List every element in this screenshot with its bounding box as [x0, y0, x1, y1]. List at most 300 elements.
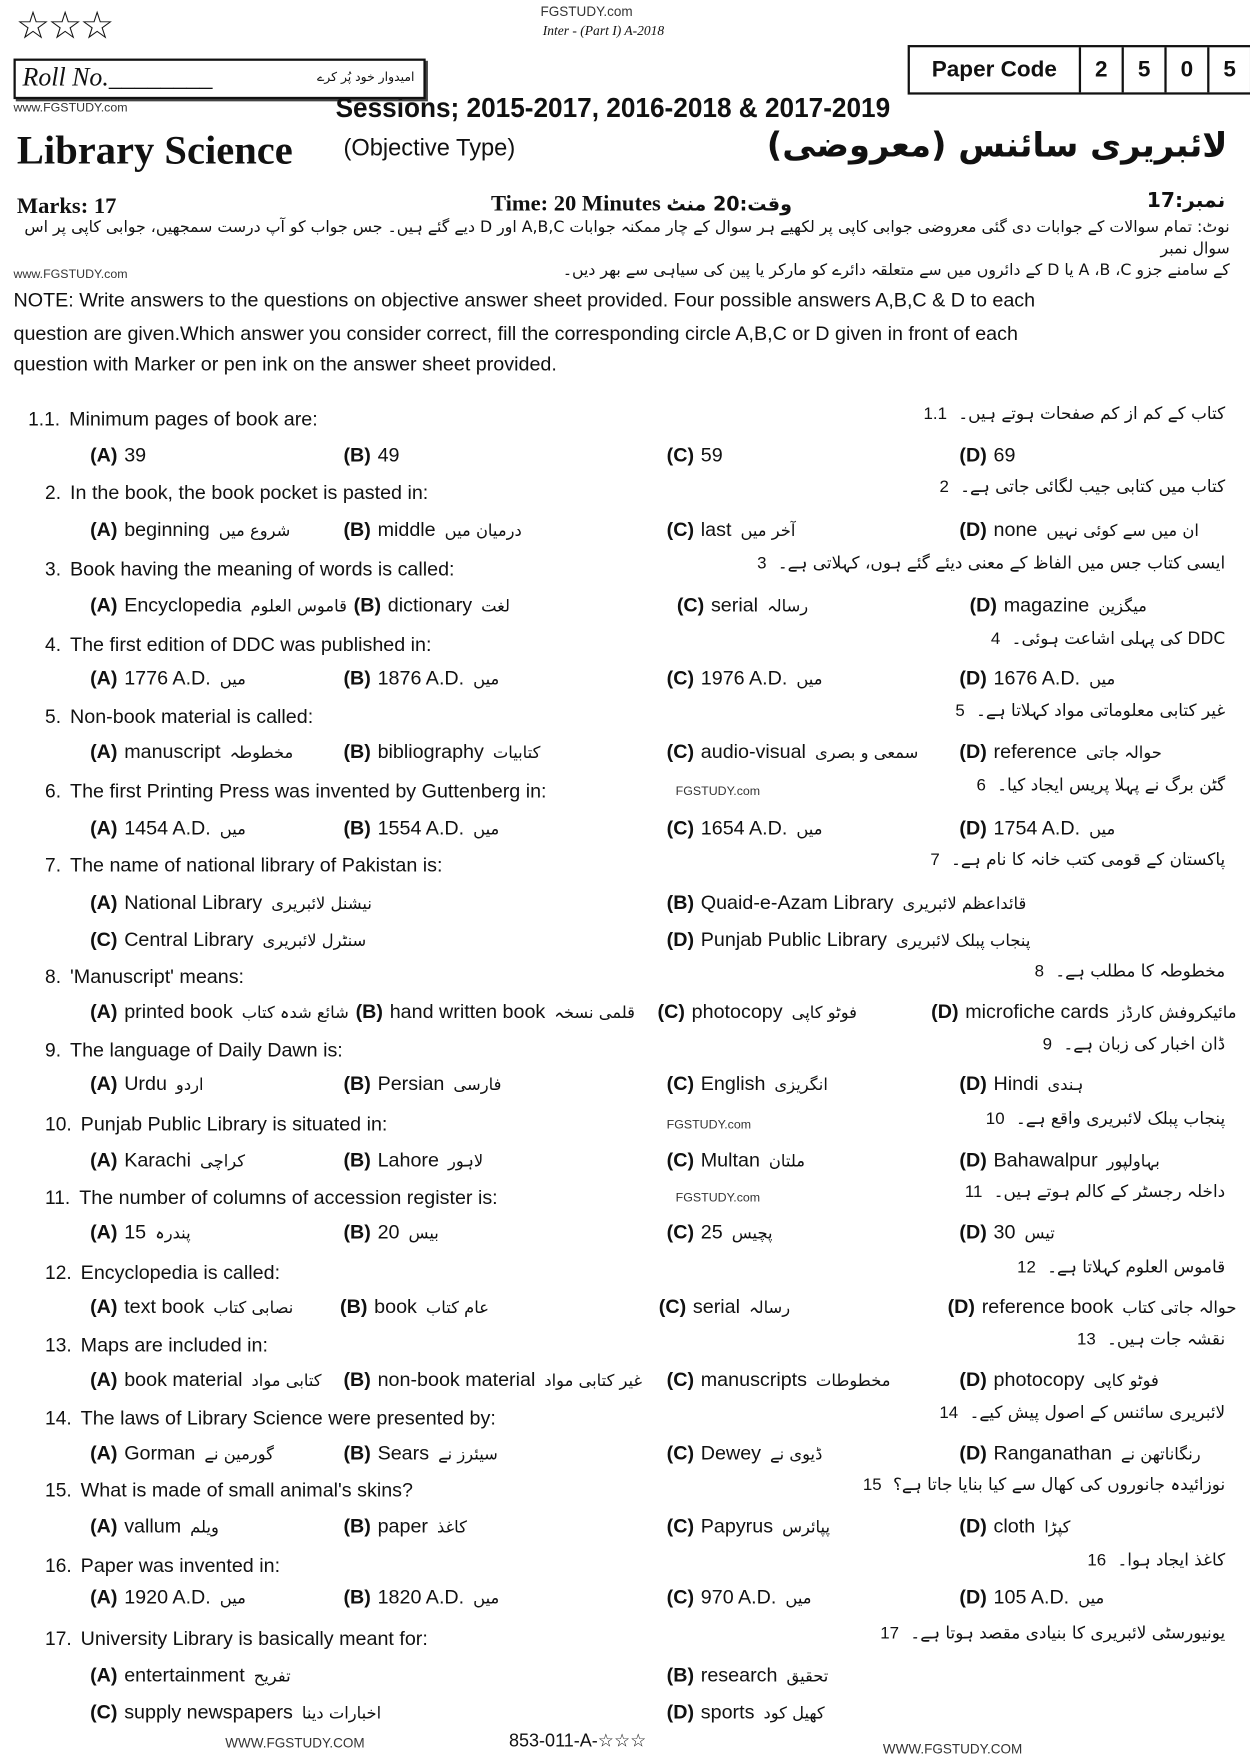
option-c	[667, 444, 960, 468]
option-urdu: میں	[785, 1590, 812, 1609]
option-letter: (A)	[90, 1441, 118, 1464]
option-text: manuscripts	[700, 1368, 808, 1391]
option-letter: (C)	[666, 1585, 695, 1609]
option-letter: (A)	[90, 443, 118, 467]
question-urdu	[1043, 1034, 1226, 1054]
watermark-top: FGSTUDY.com	[540, 3, 633, 20]
question-number: 17.	[45, 1628, 72, 1650]
option-a	[90, 593, 354, 617]
option-text: middle	[377, 518, 436, 541]
option-urdu: تحقیق	[786, 1667, 829, 1686]
question-number: 6.	[45, 780, 62, 802]
option-urdu: بہاولپور	[1106, 1153, 1160, 1172]
option-urdu: حوالہ جاتی	[1085, 744, 1162, 763]
question-urdu	[757, 553, 1225, 573]
option-c	[667, 518, 960, 542]
question-urdu	[923, 403, 1225, 423]
option-letter: (B)	[343, 816, 371, 839]
option-urdu: کتابی مواد	[251, 1372, 322, 1391]
option-urdu: مخطوطات	[816, 1372, 891, 1391]
option-letter: (D)	[969, 593, 997, 616]
question-label: Punjab Public Library is situated in:	[80, 1112, 388, 1136]
question-urdu-number: 12	[1017, 1257, 1036, 1277]
watermark: FGSTUDY.com	[675, 1191, 761, 1205]
option-text: non-book material	[377, 1368, 536, 1391]
question-text	[45, 1627, 428, 1651]
option-d	[667, 1700, 832, 1724]
option-urdu: کراچی	[200, 1153, 246, 1172]
option-urdu: سیئرز نے	[438, 1445, 498, 1464]
option-b	[343, 1072, 666, 1096]
option-a	[90, 1149, 343, 1173]
option-b	[354, 593, 677, 617]
question-urdu-text: پنجاب پبلک لائبریری واقع ہے۔	[1015, 1108, 1226, 1129]
question-text	[45, 1554, 280, 1578]
question-urdu	[1077, 1329, 1225, 1349]
option-d	[667, 928, 1037, 952]
option-text: serial	[710, 593, 759, 616]
option-text: paper	[377, 1514, 428, 1538]
option-a	[90, 444, 343, 468]
question-urdu-number: 3	[757, 554, 767, 574]
option-c	[677, 593, 970, 617]
question-urdu	[986, 1108, 1225, 1128]
option-row	[90, 740, 1243, 764]
option-a	[90, 1441, 343, 1465]
option-text: Hindi	[993, 1072, 1039, 1095]
option-b	[343, 1515, 666, 1539]
option-text: 69	[993, 443, 1016, 467]
question-number: 4.	[45, 633, 62, 656]
option-urdu: شائع شدہ کتاب	[241, 1004, 349, 1023]
question-label: Non-book material is called:	[70, 704, 314, 728]
option-letter: (A)	[90, 1072, 118, 1095]
option-urdu: مخطوطہ	[229, 744, 294, 763]
question-number: 7.	[45, 854, 62, 877]
option-a	[90, 1000, 356, 1024]
option-row	[90, 518, 1243, 542]
option-letter: (D)	[959, 816, 987, 839]
option-urdu: لغت	[481, 597, 511, 616]
option-text: 1754 A.D.	[993, 816, 1081, 839]
option-d	[948, 1295, 1244, 1319]
option-text: Persian	[377, 1072, 445, 1095]
option-text: reference	[993, 739, 1077, 763]
option-text: Encyclopedia	[124, 593, 242, 616]
question-text	[45, 1261, 280, 1285]
option-text: Bahawalpur	[993, 1148, 1098, 1172]
roll-label: Roll No.________	[22, 63, 213, 92]
question-number: 8.	[45, 966, 62, 988]
option-text: beginning	[124, 518, 210, 541]
option-text: reference book	[981, 1295, 1114, 1318]
option-d	[970, 593, 1154, 617]
option-d	[959, 1149, 1166, 1173]
option-letter: (B)	[343, 1072, 371, 1095]
question-urdu-text: پاکستان کے قومی کتب خانہ کا نام ہے۔	[951, 849, 1226, 870]
option-letter: (C)	[666, 1148, 695, 1172]
option-row	[90, 1000, 1243, 1024]
option-d	[959, 1221, 1061, 1245]
option-letter: (A)	[90, 816, 118, 839]
question-urdu	[977, 775, 1226, 795]
option-c	[658, 1000, 932, 1024]
footer-site-left: WWW.FGSTUDY.COM	[225, 1735, 365, 1752]
option-urdu: نصابی کتاب	[213, 1299, 294, 1318]
option-letter: (A)	[90, 739, 118, 763]
option-text: Central Library	[124, 927, 254, 951]
question-number: 16.	[45, 1555, 72, 1577]
option-text: book	[374, 1295, 417, 1318]
option-row	[90, 816, 1243, 840]
option-b	[667, 1663, 835, 1687]
option-text: cloth	[993, 1514, 1036, 1538]
option-urdu: میں	[796, 671, 823, 690]
option-letter: (B)	[666, 890, 695, 914]
option-text: microfiche cards	[965, 999, 1109, 1023]
option-urdu: غیر کتابی مواد	[544, 1372, 643, 1391]
option-letter: (A)	[90, 666, 118, 690]
option-urdu: فارسی	[453, 1076, 502, 1095]
option-row	[90, 928, 1243, 952]
option-row	[90, 1441, 1243, 1465]
question-text	[45, 1186, 498, 1210]
question-urdu	[1017, 1257, 1225, 1277]
option-urdu: پچیس	[731, 1225, 773, 1244]
option-letter: (D)	[959, 666, 987, 690]
option-letter: (C)	[666, 1220, 695, 1244]
option-urdu: میں	[473, 820, 500, 839]
question-text	[45, 1479, 413, 1503]
question-label: The language of Daily Dawn is:	[70, 1038, 343, 1061]
question-urdu-number: 1.1	[923, 404, 947, 424]
option-urdu: حوالہ جاتی کتاب	[1122, 1299, 1237, 1318]
question-number: 11.	[45, 1186, 71, 1209]
option-letter: (D)	[959, 1368, 987, 1391]
option-urdu: درمیان میں	[444, 522, 522, 541]
time-urdu: وقت:20 منٹ	[666, 193, 792, 217]
option-letter: (C)	[90, 1700, 118, 1723]
paper-code-digit: 5	[1124, 47, 1167, 92]
option-c	[667, 1586, 960, 1610]
option-text: entertainment	[124, 1663, 245, 1686]
question-label: Maps are included in:	[80, 1333, 269, 1356]
note-line: question with Marker or pen ink on the answer sheet provided.	[13, 352, 557, 375]
option-text: book material	[124, 1368, 243, 1391]
option-text: 1820 A.D.	[377, 1585, 465, 1609]
option-urdu: انگریزی	[774, 1076, 828, 1095]
option-text: bibliography	[377, 739, 484, 763]
option-urdu: پندرہ	[155, 1225, 191, 1244]
marks: Marks: 17	[16, 193, 117, 219]
option-urdu: کپڑا	[1044, 1519, 1071, 1538]
option-text: 1554 A.D.	[377, 816, 465, 839]
question-urdu-number: 5	[955, 701, 965, 721]
question-urdu-text: گٹن برگ نے پہلا پریس ایجاد کیا۔	[997, 774, 1226, 796]
option-letter: (D)	[959, 1072, 987, 1095]
option-urdu: اردو	[175, 1076, 204, 1095]
question-number: 2.	[45, 481, 62, 504]
option-d	[959, 740, 1168, 764]
option-urdu: قائداعظم لائبریری	[902, 895, 1027, 914]
option-a	[90, 518, 343, 542]
option-letter: (C)	[666, 816, 695, 839]
question-text	[45, 557, 454, 581]
question-urdu	[939, 1402, 1225, 1422]
question-number: 13.	[45, 1334, 72, 1356]
paper-code-label: Paper Code	[910, 47, 1081, 92]
question-text	[45, 481, 428, 505]
question-urdu	[1087, 1550, 1225, 1570]
option-urdu: میں	[219, 671, 246, 690]
paper-code-box	[908, 45, 1250, 95]
question-number: 15.	[45, 1479, 72, 1502]
question-urdu	[880, 1623, 1225, 1643]
option-d	[959, 518, 1205, 542]
option-text: 39	[124, 443, 147, 467]
option-letter: (B)	[343, 739, 371, 763]
question-urdu-number: 8	[1034, 961, 1044, 981]
question-urdu-text: لائبریری سائنس کے اصول پیش کیے۔	[969, 1401, 1226, 1423]
option-urdu: لاہور	[447, 1153, 484, 1172]
option-b	[343, 816, 666, 840]
option-urdu: شروع میں	[218, 522, 291, 541]
option-text: hand written book	[389, 999, 546, 1023]
question-text	[45, 1406, 496, 1430]
exam-line: Inter - (Part I) A-2018	[542, 22, 665, 39]
sessions: Sessions; 2015-2017, 2016-2018 & 2017-2019	[335, 92, 891, 124]
paper-code-digit: 5	[1223, 56, 1236, 82]
option-letter: (C)	[676, 593, 705, 616]
option-d	[959, 444, 1031, 468]
option-text: Karachi	[124, 1148, 192, 1172]
option-letter: (D)	[959, 518, 987, 541]
option-urdu: کھیل کود	[763, 1704, 825, 1723]
footer-site-right: WWW.FGSTUDY.COM	[882, 1740, 1023, 1757]
question-urdu-text: ڈان اخبار کی زبان ہے۔	[1063, 1033, 1226, 1055]
note-line: question are given.Which answer you consider correct, fill the corresponding circle A,B,C or D given in front of each	[13, 322, 1018, 345]
option-text: Sears	[377, 1441, 430, 1464]
option-letter: (A)	[90, 999, 118, 1023]
option-d	[959, 1441, 1207, 1465]
option-c	[659, 1295, 948, 1319]
question-text	[28, 408, 318, 432]
question-urdu-number: 10	[985, 1109, 1005, 1129]
option-letter: (D)	[959, 739, 987, 763]
title-urdu: لائبریری سائنس (معروضی)	[766, 126, 1228, 166]
option-letter: (A)	[90, 1220, 118, 1244]
option-text: supply newspapers	[124, 1700, 293, 1723]
option-text: 970 A.D.	[700, 1585, 777, 1609]
option-urdu: عام کتاب	[425, 1299, 489, 1318]
question-urdu-number: 2	[939, 477, 949, 497]
option-c	[667, 1221, 960, 1245]
footer-code: 853-011-A-☆☆☆	[508, 1731, 647, 1752]
option-letter: (A)	[90, 593, 118, 616]
option-text: Papyrus	[700, 1514, 774, 1538]
option-urdu: میگزین	[1098, 597, 1147, 616]
option-urdu: میں	[1089, 820, 1116, 839]
option-text: printed book	[124, 999, 233, 1023]
option-letter: (A)	[90, 1368, 118, 1391]
question-text	[45, 633, 431, 657]
option-letter: (B)	[343, 1220, 371, 1244]
question-number: 10.	[45, 1113, 72, 1136]
option-c	[667, 816, 960, 840]
option-text: serial	[692, 1295, 741, 1318]
option-b	[343, 1586, 666, 1610]
note-urdu	[8, 217, 1230, 281]
question-label: The name of national library of Pakistan is:	[70, 853, 443, 877]
option-urdu: رسالہ	[767, 597, 809, 616]
option-c	[90, 928, 667, 952]
question-number: 14.	[45, 1407, 72, 1430]
question-urdu-number: 11	[964, 1182, 983, 1202]
question-label: The first Printing Press was invented by Guttenberg in:	[70, 779, 547, 802]
question-urdu	[930, 849, 1225, 869]
option-letter: (A)	[90, 1585, 118, 1609]
time-en: Time: 20 Minutes	[490, 191, 661, 217]
option-text: magazine	[1003, 593, 1090, 616]
option-b	[343, 518, 666, 542]
question-urdu-text: کتاب میں کتابی جیب لگائی جاتی ہے۔	[960, 476, 1226, 497]
option-urdu: پنجاب پبلک لائبریری	[896, 932, 1031, 951]
option-letter: (C)	[90, 927, 118, 951]
option-letter: (D)	[666, 1700, 695, 1723]
option-letter: (B)	[343, 666, 371, 690]
option-text: 1976 A.D.	[700, 666, 788, 690]
option-urdu: میں	[219, 1590, 246, 1609]
question-text	[45, 965, 244, 989]
question-label: 'Manuscript' means:	[70, 965, 245, 988]
option-b	[340, 1295, 659, 1319]
option-a	[90, 816, 343, 840]
option-c	[667, 740, 960, 764]
question-urdu-text: نوزائیدہ جانوروں کی کھال سے کیا بنایا جاتا ہے؟	[892, 1474, 1226, 1495]
option-text: dictionary	[387, 593, 473, 616]
option-letter: (B)	[343, 1585, 371, 1609]
option-letter: (D)	[959, 443, 987, 467]
option-row	[90, 1700, 1243, 1724]
question-urdu-text: مخطوطہ کا مطلب ہے۔	[1055, 960, 1226, 981]
option-letter: (C)	[658, 1295, 687, 1318]
option-urdu: میں	[1089, 671, 1116, 690]
option-a	[90, 1515, 343, 1539]
option-row	[90, 593, 1243, 617]
option-urdu: رسالہ	[749, 1299, 791, 1318]
option-urdu: اخبارات دینا	[301, 1704, 382, 1723]
option-urdu: رنگاناتھن نے	[1120, 1445, 1201, 1464]
note-urdu-line: کے سامنے جزو A ،B ،C یا D کے دائروں میں سے متعلقہ دائرے کو مارکر یا پین کی سیاہی سے بھر دیں۔	[562, 261, 1230, 280]
option-a	[90, 1368, 343, 1392]
option-urdu: فوٹو کاپی	[1093, 1372, 1159, 1391]
question-number: 12.	[45, 1262, 72, 1284]
option-text: 20	[377, 1220, 400, 1244]
stars-icon: ☆☆☆	[15, 4, 112, 48]
question-urdu	[991, 628, 1225, 648]
option-letter: (A)	[90, 1295, 118, 1318]
option-text: sports	[700, 1700, 755, 1723]
option-letter: (B)	[355, 999, 383, 1023]
question-text	[45, 1113, 387, 1137]
option-row	[90, 667, 1243, 691]
option-letter: (B)	[353, 593, 382, 616]
option-row	[90, 1295, 1243, 1319]
page-title: Library Science	[16, 127, 293, 173]
question-label: University Library is basically meant for:	[80, 1627, 428, 1650]
option-text: Ranganathan	[993, 1441, 1112, 1464]
question-urdu-text: نقشہ جات ہیں۔	[1106, 1328, 1226, 1350]
option-urdu: میں	[796, 820, 823, 839]
option-row	[90, 1663, 1243, 1687]
option-a	[90, 1663, 667, 1687]
option-c	[667, 1149, 960, 1173]
option-row	[90, 1072, 1243, 1096]
question-label: What is made of small animal's skins?	[80, 1478, 413, 1502]
question-urdu	[1035, 961, 1226, 981]
option-urdu: سنٹرل لائبریری	[262, 932, 367, 951]
option-text: 1654 A.D.	[700, 816, 788, 839]
option-letter: (B)	[666, 1663, 695, 1686]
option-b	[667, 891, 1033, 915]
option-urdu: میں	[473, 1590, 500, 1609]
option-text: Punjab Public Library	[700, 927, 887, 951]
watermark: FGSTUDY.com	[675, 784, 761, 799]
option-b	[343, 667, 666, 691]
question-text	[45, 705, 313, 729]
question-urdu-number: 14	[939, 1403, 959, 1423]
option-letter: (B)	[343, 443, 371, 467]
option-letter: (C)	[666, 518, 695, 541]
option-text: 1676 A.D.	[993, 666, 1081, 690]
option-text: photocopy	[691, 999, 783, 1023]
paper-code-digit: 0	[1167, 47, 1210, 92]
option-a	[90, 667, 343, 691]
option-letter: (B)	[343, 1148, 371, 1172]
option-letter: (D)	[931, 999, 959, 1023]
question-urdu	[863, 1474, 1225, 1494]
option-d	[959, 1368, 1165, 1392]
option-b	[343, 740, 666, 764]
option-letter: (B)	[343, 1514, 371, 1538]
option-letter: (B)	[343, 1441, 371, 1464]
question-label: Encyclopedia is called:	[80, 1261, 281, 1284]
option-urdu: پپائرس	[782, 1519, 831, 1538]
option-letter: (D)	[666, 927, 695, 951]
option-letter: (C)	[666, 1368, 695, 1391]
option-a	[90, 1221, 343, 1245]
option-b	[343, 444, 666, 468]
option-a	[90, 1072, 343, 1096]
option-d	[931, 1000, 1243, 1024]
option-row	[90, 891, 1243, 915]
option-text: Quaid-e-Azam Library	[700, 890, 894, 914]
option-c	[90, 1700, 667, 1724]
subtitle: (Objective Type)	[343, 135, 516, 162]
time	[491, 191, 792, 217]
option-urdu: مائیکروفش کارڈز	[1117, 1004, 1237, 1023]
option-d	[959, 1586, 1111, 1610]
option-letter: (A)	[90, 890, 118, 914]
option-letter: (C)	[657, 999, 685, 1023]
question-label: The number of columns of accession register is:	[79, 1185, 498, 1209]
option-urdu: میں	[473, 671, 500, 690]
question-urdu	[939, 476, 1225, 496]
option-letter: (B)	[343, 1368, 371, 1391]
option-urdu: ان میں سے کوئی نہیں	[1046, 522, 1199, 541]
option-text: none	[993, 518, 1038, 541]
option-text: research	[700, 1663, 778, 1686]
